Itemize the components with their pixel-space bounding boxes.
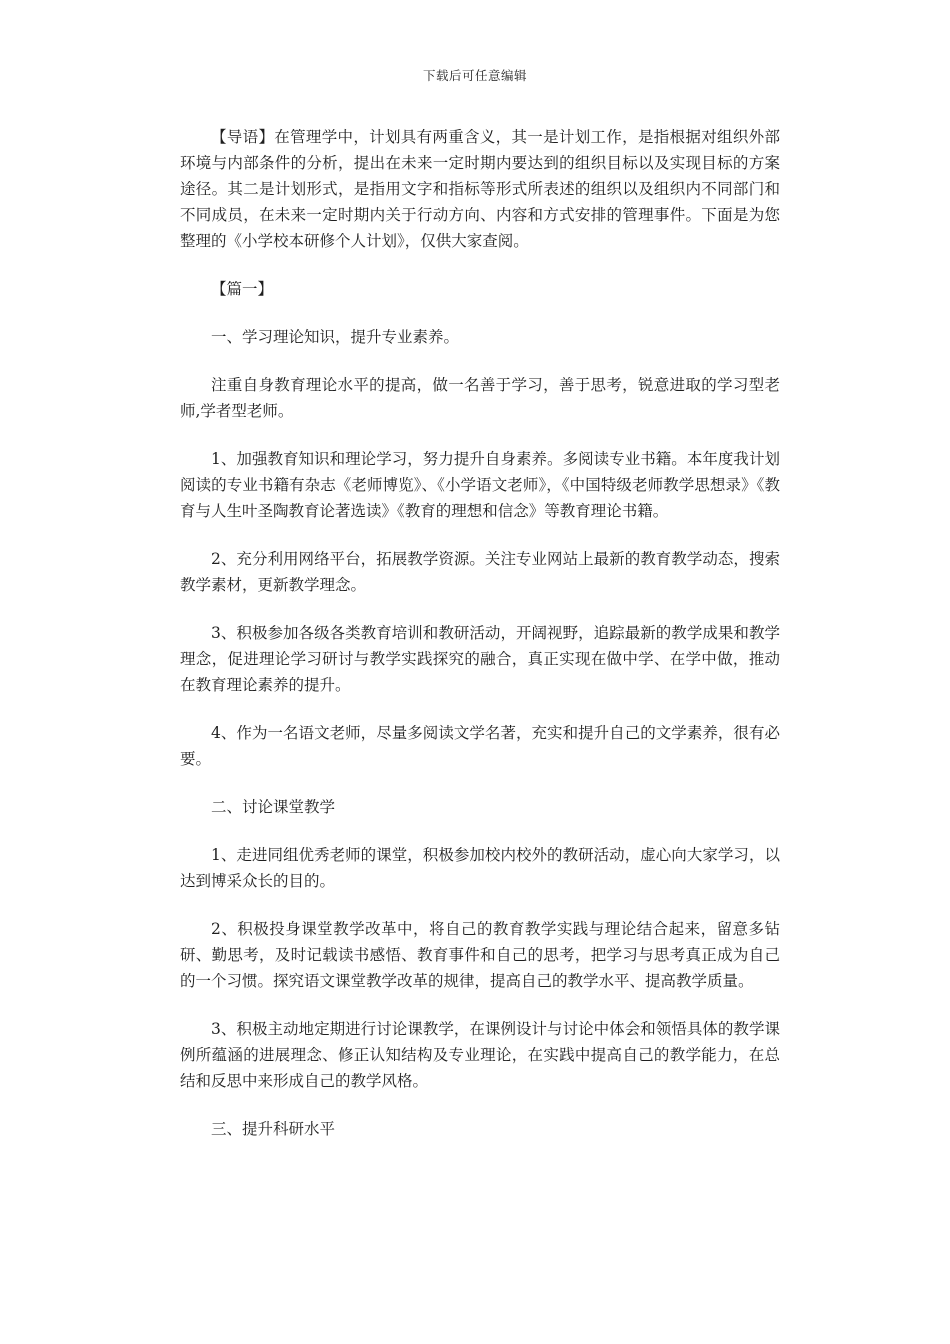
section-2-item: 3、积极主动地定期进行讨论课教学，在课例设计与讨论中体会和领悟具体的教学课例所蕴涵的进展理念、修正认知结构及专业理论，在实践中提高自己的教学能力，在总结和反思中来形成自己的教学风格。	[180, 1020, 780, 1090]
part-title: 【篇一】	[211, 280, 274, 298]
section-1-item: 2、充分利用网络平台，拓展教学资源。关注专业网站上最新的教育教学动态，搜索教学素材，更新教学理念。	[180, 550, 780, 594]
page-header: 下载后可任意编辑	[422, 68, 527, 83]
section-1-intro: 注重自身教育理论水平的提高，做一名善于学习，善于思考，锐意进取的学习型老师,学者型老师。	[180, 376, 780, 420]
section-2-item: 1、走进同组优秀老师的课堂，积极参加校内校外的教研活动，虚心向大家学习，以达到博采众长的目的。	[180, 846, 780, 890]
document-body	[180, 124, 780, 1164]
section-1-item: 3、积极参加各级各类教育培训和教研活动，开阔视野，追踪最新的教学成果和教学理念，促进理论学习研讨与教学实践探究的融合，真正实现在做中学、在学中做，推动在教育理论素养的提升。	[180, 624, 780, 694]
section-2-title: 二、讨论课堂教学	[211, 798, 336, 816]
section-1-title: 一、学习理论知识，提升专业素养。	[211, 328, 460, 346]
section-1-item: 4、作为一名语文老师，尽量多阅读文学名著，充实和提升自己的文学素养，很有必要。	[180, 724, 780, 768]
section-1-item: 1、加强教育知识和理论学习，努力提升自身素养。多阅读专业书籍。本年度我计划阅读的专业书籍有杂志《老师博览》、《小学语文老师》，《中国特级老师教学思想录》《教育与人生叶圣陶教育论著选读》《教育的理想和信念》等教育理论书籍。	[180, 450, 780, 520]
section-2-item: 2、积极投身课堂教学改革中，将自己的教育教学实践与理论结合起来，留意多钻研、勤思考，及时记载读书感悟、教育事件和自己的思考，把学习与思考真正成为自己的一个习惯。探究语文课堂教学改革的规律，提高自己的教学水平、提高教学质量。	[180, 920, 780, 990]
section-3-title: 三、提升科研水平	[211, 1120, 336, 1138]
intro-paragraph: 【导语】在管理学中，计划具有两重含义，其一是计划工作，是指根据对组织外部环境与内部条件的分析，提出在未来一定时期内要达到的组织目标以及实现目标的方案途径。其二是计划形式，是指用文字和指标等形式所表述的组织以及组织内不同部门和不同成员，在未来一定时期内关于行动方向、内容和方式安排的管理事件。下面是为您整理的《小学校本研修个人计划》，仅供大家查阅。	[180, 128, 780, 250]
